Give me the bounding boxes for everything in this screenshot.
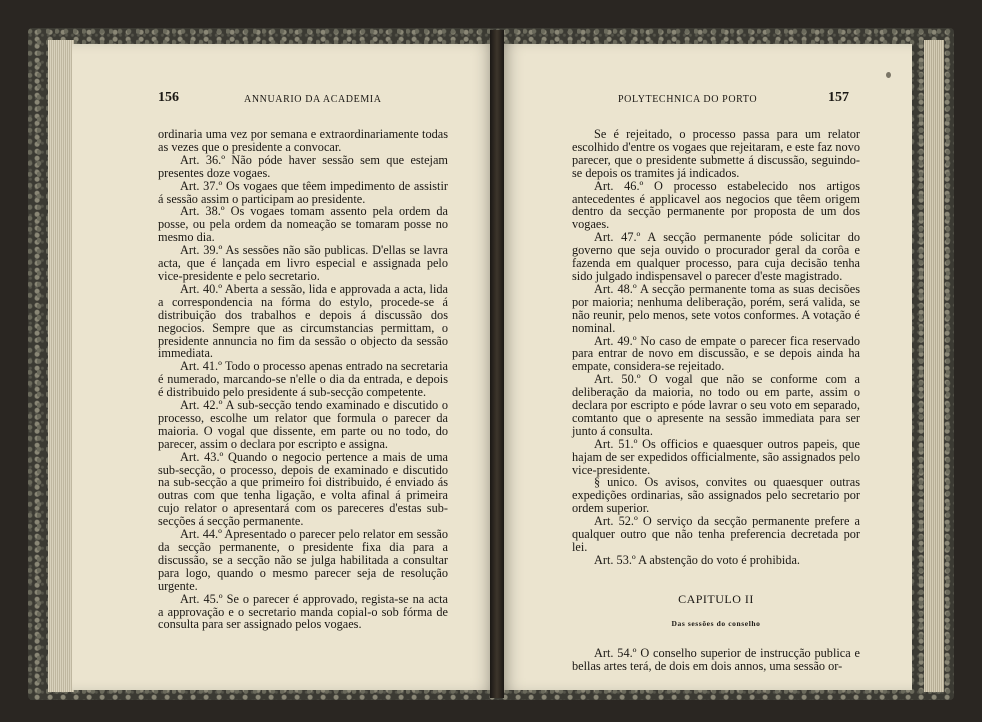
paragraph: ordinaria uma vez por semana e extraordinariamente todas as vezes que o presidente a convocar. bbox=[158, 127, 448, 154]
book-gutter bbox=[490, 30, 504, 698]
right-body-text bbox=[572, 128, 860, 672]
paragraph: Art. 54.º O conselho superior de instrucção publica e bellas artes terá, de dois em dois annos, uma sessão or- bbox=[572, 645, 860, 673]
page-edges-left bbox=[48, 40, 74, 692]
right-running-head: POLYTECHNICA DO PORTO bbox=[618, 94, 758, 105]
paragraph: Art. 53.º A abstenção do voto é prohibida. bbox=[594, 552, 800, 567]
paragraph: Art. 37.º Os vogaes que têem impedimento de assistir á sessão assim o participam ao presidente. bbox=[158, 178, 448, 206]
left-page-number: 156 bbox=[158, 90, 179, 105]
chapter-heading: CAPITULO II bbox=[678, 591, 754, 606]
paragraph: Art. 44.º Apresentado o parecer pelo relator em sessão da secção permanente, o presidente fixa dia para a discussão, se a secção não se julga habilitada a consultar para logo, quando o mesmo parecer seja de resolução urgente. bbox=[158, 527, 448, 593]
paragraph: Art. 48.º A secção permanente toma as suas decisões por maioria; nenhuma deliberação, porém, será valida, se não reunir, pelo menos, sete votos conformes. A votação é nominal. bbox=[572, 281, 860, 335]
right-page-number: 157 bbox=[828, 90, 849, 105]
left-body-text bbox=[158, 128, 448, 631]
paragraph: Art. 46.º O processo estabelecido nos artigos antecedentes é applicavel aos negocios que têem origem dentro da secção permanente por proposta de um dos vogaes. bbox=[572, 178, 860, 232]
ink-speck bbox=[886, 72, 891, 78]
page-edges-right bbox=[924, 40, 944, 692]
paragraph: Se é rejeitado, o processo passa para um relator escolhido d'entre os vogaes que rejeitaram, e este faz novo parecer, que o presidente submette á discussão, seguindo-se depois os tramites já indicados. bbox=[572, 127, 860, 180]
paragraph: Art. 41.º Todo o processo apenas entrado na secretaria é numerado, marcando-se n'elle o dia da entrada, e depois é distribuido pelo presidente á sub-secção competente. bbox=[158, 359, 448, 400]
paragraph: Art. 47.º A secção permanente póde solicitar do governo que seja ouvido o procurador geral da corôa e fazenda em qualquer processo, para cuja decisão tenha sido julgado indispensavel o parecer d'este magistrado. bbox=[572, 230, 860, 283]
paragraph: Art. 45.º Se o parecer é approvado, regista-se na acta a approvação e o secretario manda copial-o sob fórma de consulta para ser assignado pelos vogaes. bbox=[158, 591, 448, 632]
left-running-head: ANNUARIO DA ACADEMIA bbox=[244, 94, 382, 105]
paragraph: Art. 51.º Os officios e quaesquer outros papeis, que hajam de ser expedidos officialmente, são assignados pelo vice-presidente. bbox=[572, 436, 860, 477]
paragraph: Art. 49.º No caso de empate o parecer fica reservado para entrar de novo em discussão, e se depois ainda ha empate, considera-se rejeitado. bbox=[572, 333, 860, 374]
paragraph: Art. 38.º Os vogaes tomam assento pela ordem da posse, ou pela ordem da nomeação se tomaram posse no mesmo dia. bbox=[158, 204, 448, 245]
paragraph: Art. 52.º O serviço da secção permanente prefere a qualquer outro que não tenha preferencia decretada por lei. bbox=[572, 514, 860, 554]
paragraph: § unico. Os avisos, convites ou quaesquer outras expedições ordinarias, são assignados pelo secretario por ordem superior. bbox=[572, 475, 860, 516]
paragraph: Art. 40.º Aberta a sessão, lida e approvada a acta, lida a correspondencia na fórma do estylo, procede-se á distribuição dos trabalhos e depois á discussão dos negocios. Sempre que as circumstancias permittam, o presidente annuncia no fim da sessão o objecto da sessão immediata. bbox=[158, 281, 448, 361]
section-heading: Das sessões do conselho bbox=[671, 618, 761, 628]
left-page bbox=[72, 44, 496, 690]
right-page bbox=[500, 44, 912, 690]
paragraph: Art. 39.º As sessões não são publicas. D'ellas se lavra acta, que é lançada em livro especial e assignada pelo vice-presidente e pelo secretario. bbox=[158, 243, 448, 283]
paragraph: Art. 43.º Quando o negocio pertence a mais de uma sub-secção, o processo, depois de examinado e discutido na sub-secção a que primeiro foi distribuido, é enviado ás outras com que tenha ligação, e volta afinal á primeira cujo relator o apresentará com os pareceres d'estas sub-secções á secção permanente. bbox=[158, 449, 448, 529]
paragraph: Art. 36.º Não póde haver sessão sem que estejam presentes doze vogaes. bbox=[158, 152, 448, 180]
paragraph: Art. 50.º O vogal que não se conforme com a deliberação da maioria, no todo ou em parte, assim o declara por escripto e póde lavrar o seu voto em separado, comtanto que o apresente na sessão immediata para ser junto á consulta. bbox=[572, 372, 860, 438]
paragraph: Art. 42.º A sub-secção tendo examinado e discutido o processo, escolhe um relator que formula o parecer da maioria. O vogal que dissente, em parte ou no todo, do parecer, assim o declara por escripto e assigna. bbox=[158, 398, 448, 451]
